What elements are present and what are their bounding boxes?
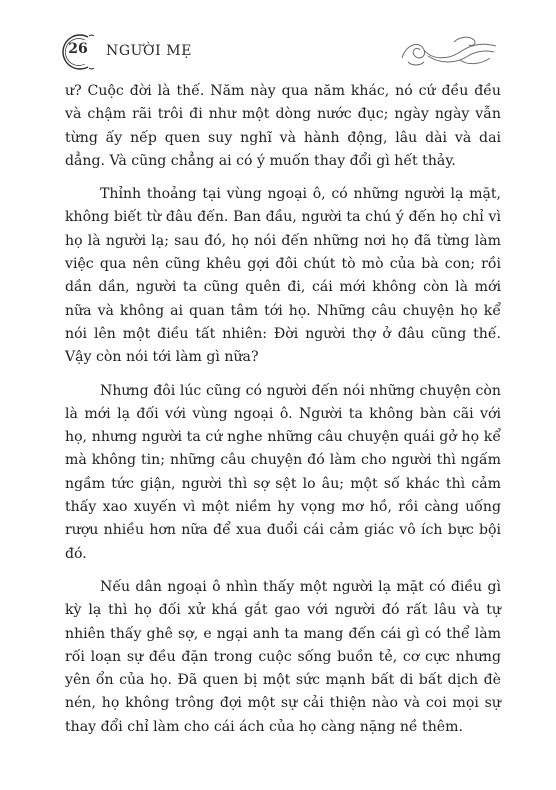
paragraph-2: Thỉnh thoảng tại vùng ngoại ô, có những người lạ mặt, không biết từ đâu đến. Ban đầu, người ta chú ý đến họ chỉ vì họ là người lạ; sau đó, họ nói đến những nơi họ đã từng làm việc qua nên cũng khêu gợi đôi chút tò mò của bà con; rồi dần dần, người ta cũng quên đi, cái mới không còn là mới nữa và không ai quan tâm tới họ. Những câu chuyện họ kể nói lên một điều tất nhiên: Đời người thợ ở đâu cũng thế. Vậy còn nói tới làm gì nữa? [65, 186, 501, 366]
paragraph-4: Nếu dân ngoại ô nhìn thấy một người lạ mặt có điều gì kỳ lạ thì họ đối xử khá gắt gao với người đó rất lâu và tự nhiên thấy ghê sợ, e ngại anh ta mang đến cái gì có thể làm rối loạn sự đều đặn trong cuộc sống buồn tẻ, cơ cực nhưng yên ổn của họ. Đã quen bị một sức mạnh bất di bất dịch đè nén, họ không trông đợi một sự cải thiện nào và coi mọi sự thay đổi chỉ làm cho cái ách của họ càng nặng nề thêm. [65, 578, 501, 735]
page-number: 26 [68, 41, 88, 57]
running-title: NGƯỜI MẸ [106, 43, 193, 59]
paragraph-1: ư? Cuộc đời là thế. Năm này qua năm khác, nó cứ đều đều và chậm rãi trôi đi như một dòng nước đục; ngày ngày vẫn từng ấy nếp quen suy nghĩ và hành động, lâu dài và dai dẳng. Và cũng chẳng ai có ý muốn thay đổi gì hết thảy. [65, 83, 501, 169]
decorative-flourish-icon [398, 30, 500, 70]
page-header [0, 0, 556, 80]
page-body [65, 80, 501, 749]
paragraph-3: Nhưng đôi lúc cũng có người đến nói những chuyện còn là mới lạ đối với vùng ngoại ô. Người ta không bàn cãi với họ, nhưng người ta cứ nghe những câu chuyện quái gở họ kể mà không tin; những câu chuyện đó làm cho người thì ngấm ngầm tức giận, người thì sợ sệt lo âu; một số khác thì cảm thấy xao xuyến vì một niềm hy vọng mơ hồ, rồi càng uống rượu nhiều hơn nữa để xua đuổi cái cảm giác vô ích bực bội đó. [65, 382, 501, 562]
